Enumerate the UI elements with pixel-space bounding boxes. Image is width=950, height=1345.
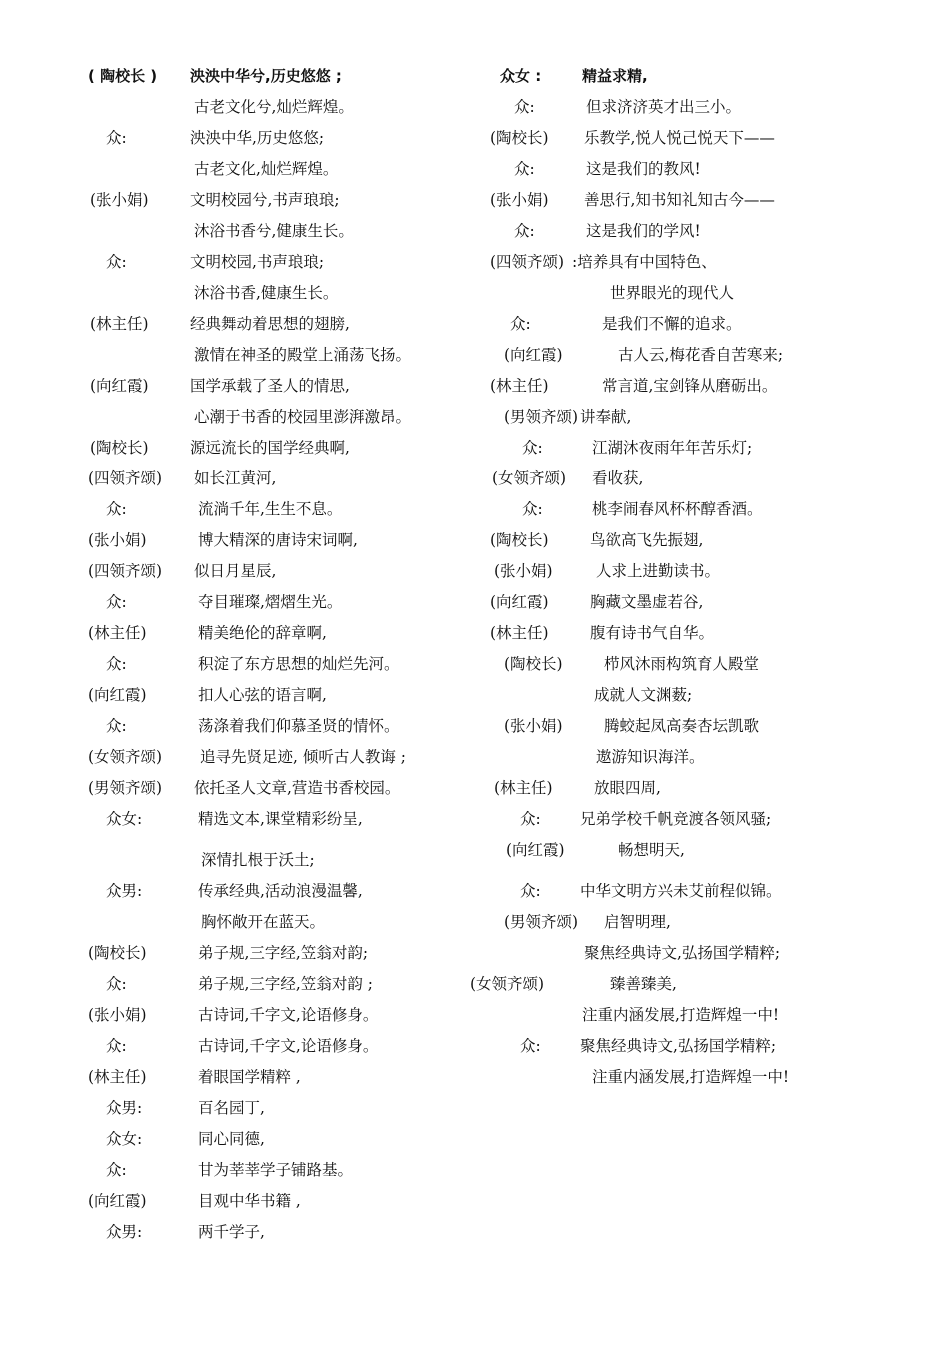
verse-text: 放眼四周, <box>594 779 661 797</box>
speaker-label: 众女 : <box>500 67 542 85</box>
speaker-label: (林主任) <box>490 377 549 395</box>
verse-text: 弟子规,三字经,笠翁对韵; <box>198 944 369 962</box>
verse-text: 江湖沐夜雨年年苦乐灯; <box>592 439 753 457</box>
verse-text: 荡涤着我们仰慕圣贤的情怀。 <box>198 717 400 735</box>
verse-text: 精美绝伦的辞章啊, <box>198 624 327 642</box>
verse-text: 腹有诗书气自华。 <box>590 624 715 642</box>
verse-text: 同心同德, <box>198 1130 265 1148</box>
speaker-label: 众: <box>514 222 535 240</box>
speaker-label: 众男: <box>106 1099 143 1117</box>
speaker-label: (林主任) <box>88 1068 147 1086</box>
speaker-label: 众: <box>106 500 127 518</box>
speaker-label: 众: <box>106 593 127 611</box>
speaker-label: (向红霞) <box>490 593 549 611</box>
verse-text: 积淀了东方思想的灿烂先河。 <box>198 655 400 673</box>
speaker-label: (陶校长) <box>88 944 147 962</box>
verse-text: 古老文化兮,灿烂辉煌。 <box>194 98 354 116</box>
verse-text: 兄弟学校千帆竞渡各领风骚; <box>580 810 772 828</box>
speaker-label: (陶校长) <box>490 531 549 549</box>
speaker-label: (林主任) <box>494 779 553 797</box>
verse-text: 善思行,知书知礼知古今—— <box>584 191 775 209</box>
speaker-label: 众: <box>106 253 127 271</box>
verse-text: 激情在神圣的殿堂上涌荡飞扬。 <box>194 346 412 364</box>
speaker-label: 众: <box>520 882 541 900</box>
verse-text: 心潮于书香的校园里澎湃激昂。 <box>194 408 412 426</box>
verse-text: 畅想明天, <box>618 841 685 859</box>
verse-text: 常言道,宝剑锋从磨砺出。 <box>602 377 778 395</box>
speaker-label: 众: <box>106 975 127 993</box>
speaker-label: 众: <box>106 717 127 735</box>
speaker-label: (张小娟) <box>90 191 149 209</box>
verse-text: 看收获, <box>592 469 644 487</box>
verse-text: 国学承载了圣人的情思, <box>190 377 350 395</box>
verse-text: 沐浴书香兮,健康生长。 <box>194 222 354 240</box>
speaker-label: (女领齐颂) <box>492 469 567 487</box>
verse-text: 人求上进勤读书。 <box>596 562 721 580</box>
verse-text: 注重内涵发展,打造辉煌一中! <box>582 1006 780 1024</box>
verse-text: 甘为莘莘学子铺路基。 <box>198 1161 354 1179</box>
speaker-label: (男领齐颂) <box>504 913 579 931</box>
verse-text: 弟子规,三字经,笠翁对韵 ; <box>198 975 374 993</box>
speaker-label: ( 陶校长 ) <box>88 67 158 85</box>
speaker-label: (林主任) <box>88 624 147 642</box>
speaker-label: (四领齐颂) <box>490 253 565 271</box>
speaker-label: 众: <box>514 98 535 116</box>
speaker-label: (向红霞) <box>88 1192 147 1210</box>
verse-text: 泱泱中华兮,历史悠悠 ; <box>190 67 342 85</box>
verse-text: 遨游知识海洋。 <box>596 748 705 766</box>
verse-text: 古老文化,灿烂辉煌。 <box>194 160 339 178</box>
speaker-label: (张小娟) <box>504 717 563 735</box>
verse-text: 古诗词,千字文,论语修身。 <box>198 1006 379 1024</box>
speaker-label: (四领齐颂) <box>88 469 163 487</box>
speaker-label: (向红霞) <box>506 841 565 859</box>
speaker-label: 众: <box>522 500 543 518</box>
verse-text: 文明校园,书声琅琅; <box>190 253 325 271</box>
verse-text: 这是我们的教风! <box>586 160 701 178</box>
verse-text: 启智明理, <box>604 913 671 931</box>
speaker-label: (张小娟) <box>88 1006 147 1024</box>
verse-text: 深情扎根于沃土; <box>201 851 315 869</box>
verse-text: 目观中华书籍 , <box>198 1192 301 1210</box>
verse-text: 两千学子, <box>198 1223 265 1241</box>
verse-text: 胸怀敞开在蓝天。 <box>201 913 326 931</box>
speaker-label: 众: <box>106 129 127 147</box>
speaker-label: (女领齐颂) <box>88 748 163 766</box>
verse-text: 成就人文渊薮; <box>594 686 693 704</box>
speaker-label: (林主任) <box>490 624 549 642</box>
verse-text: 讲奉献, <box>580 408 632 426</box>
speaker-label: (男领齐颂) <box>88 779 163 797</box>
verse-text: 鸟欲高飞先振翅, <box>590 531 704 549</box>
verse-text: 追寻先贤足迹, 倾听古人教诲 ; <box>200 748 407 766</box>
verse-text: 栉风沐雨构筑育人殿堂 <box>604 655 760 673</box>
verse-text: 胸藏文墨虚若谷, <box>590 593 704 611</box>
speaker-label: (男领齐颂) <box>504 408 579 426</box>
verse-text: 聚焦经典诗文,弘扬国学精粹; <box>580 1037 777 1055</box>
speaker-label: (陶校长) <box>90 439 149 457</box>
speaker-label: (张小娟) <box>494 562 553 580</box>
verse-text: 文明校园兮,书声琅琅; <box>190 191 340 209</box>
verse-text: 注重内涵发展,打造辉煌一中! <box>592 1068 790 1086</box>
verse-text: 古人云,梅花香自苦寒来; <box>618 346 784 364</box>
verse-text: 百名园丁, <box>198 1099 265 1117</box>
speaker-label: (向红霞) <box>504 346 563 364</box>
verse-text: 着眼国学精粹 , <box>198 1068 301 1086</box>
verse-text: 传承经典,活动浪漫温馨, <box>198 882 363 900</box>
verse-text: 沐浴书香,健康生长。 <box>194 284 339 302</box>
speaker-label: (向红霞) <box>88 686 147 704</box>
speaker-label: 众男: <box>106 882 143 900</box>
verse-text: 这是我们的学风! <box>586 222 701 240</box>
speaker-label: (四领齐颂) <box>88 562 163 580</box>
speaker-label: 众女: <box>106 1130 143 1148</box>
speaker-label: (陶校长) <box>504 655 563 673</box>
speaker-label: (林主任) <box>90 315 149 333</box>
verse-text: 源远流长的国学经典啊, <box>190 439 350 457</box>
speaker-label: (张小娟) <box>88 531 147 549</box>
verse-text: 精益求精, <box>582 67 648 85</box>
verse-text: 似日月星辰, <box>194 562 277 580</box>
speaker-label: 众男: <box>106 1223 143 1241</box>
speaker-label: 众: <box>520 810 541 828</box>
verse-text: 但求济济英才出三小。 <box>586 98 742 116</box>
verse-text: 乐教学,悦人悦己悦天下—— <box>584 129 775 147</box>
speaker-label: 众: <box>106 1161 127 1179</box>
verse-text: 是我们不懈的追求。 <box>602 315 742 333</box>
verse-text: 桃李闹春风杯杯醇香酒。 <box>592 500 763 518</box>
verse-text: 世界眼光的现代人 <box>610 284 735 302</box>
speaker-label: (张小娟) <box>490 191 549 209</box>
verse-text: 精选文本,课堂精彩纷呈, <box>198 810 363 828</box>
verse-text: 夺目璀璨,熠熠生光。 <box>198 593 343 611</box>
speaker-label: 众: <box>106 1037 127 1055</box>
verse-text: 臻善臻美, <box>610 975 677 993</box>
verse-text: 博大精深的唐诗宋词啊, <box>198 531 358 549</box>
verse-text: 如长江黄河, <box>194 469 277 487</box>
verse-text: 扣人心弦的语言啊, <box>198 686 327 704</box>
speaker-label: 众: <box>106 655 127 673</box>
verse-text: 经典舞动着思想的翅膀, <box>190 315 350 333</box>
speaker-label: (陶校长) <box>490 129 549 147</box>
speaker-label: 众女: <box>106 810 143 828</box>
speaker-label: (向红霞) <box>90 377 149 395</box>
verse-text: 中华文明方兴未艾前程似锦。 <box>580 882 782 900</box>
verse-text: :培养具有中国特色、 <box>572 253 717 271</box>
speaker-label: 众: <box>522 439 543 457</box>
speaker-label: (女领齐颂) <box>470 975 545 993</box>
verse-text: 古诗词,千字文,论语修身。 <box>198 1037 379 1055</box>
verse-text: 泱泱中华,历史悠悠; <box>190 129 325 147</box>
speaker-label: 众: <box>520 1037 541 1055</box>
speaker-label: 众: <box>510 315 531 333</box>
verse-text: 依托圣人文章,营造书香校园。 <box>194 779 401 797</box>
speaker-label: 众: <box>514 160 535 178</box>
verse-text: 聚焦经典诗文,弘扬国学精粹; <box>584 944 781 962</box>
verse-text: 流淌千年,生生不息。 <box>198 500 343 518</box>
verse-text: 腾蛟起凤高奏杏坛凯歌 <box>604 717 760 735</box>
